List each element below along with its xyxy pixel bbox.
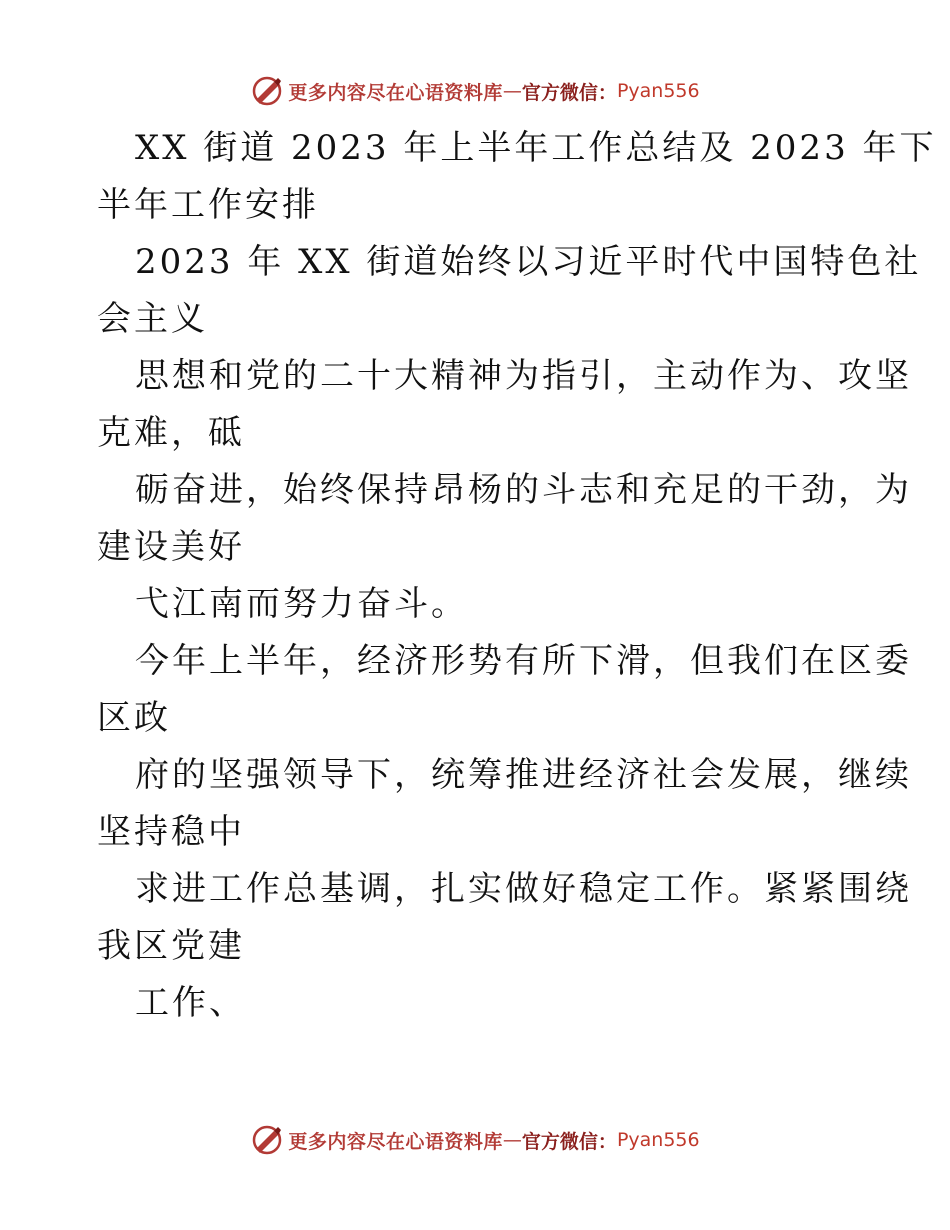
doc-text-line: 今年上半年，经济形势有所下滑，但我们在区委	[135, 641, 912, 681]
header-banner	[0, 71, 950, 111]
doc-text-line: 坚持稳中	[97, 812, 245, 852]
doc-text-line: 砺奋进，始终保持昂杨的斗志和充足的干劲，为	[135, 470, 912, 510]
pen-logo-icon	[250, 74, 284, 108]
doc-title-line-1: XX 街道 2023 年上半年工作总结及 2023 年下	[135, 128, 937, 168]
doc-text-line: 弋江南而努力奋斗。	[135, 584, 468, 624]
banner-wechat-label: 官方微信：	[521, 81, 617, 104]
doc-text-line: 府的坚强领导下，统筹推进经济社会发展，继续	[135, 755, 912, 795]
banner-lead-text: 更多内容尽在心语资料库	[288, 81, 503, 104]
doc-text-line: 工作、	[135, 983, 246, 1023]
banner-wechat-id: Pyan556	[616, 1129, 700, 1151]
doc-text-line: 求进工作总基调，扎实做好稳定工作。紧紧围绕	[135, 869, 912, 909]
doc-text-line: 克难，砥	[97, 413, 245, 453]
banner-wechat-label: 官方微信：	[521, 1130, 617, 1153]
doc-text-line: 建设美好	[97, 527, 245, 567]
banner-dash: —	[502, 80, 522, 102]
doc-text-line: 2023 年 XX 街道始终以习近平时代中国特色社	[135, 242, 922, 282]
doc-text-line: 会主义	[97, 299, 208, 339]
doc-text-line: 区政	[97, 698, 171, 738]
banner-wechat-id: Pyan556	[616, 80, 700, 102]
doc-text-line: 思想和党的二十大精神为指引，主动作为、攻坚	[135, 356, 912, 396]
doc-text-line: 我区党建	[97, 926, 245, 966]
document-body	[97, 120, 937, 1032]
footer-banner	[0, 1120, 950, 1160]
banner-lead-text: 更多内容尽在心语资料库	[288, 1130, 503, 1153]
doc-title-line-2: 半年工作安排	[97, 185, 319, 225]
banner-dash: —	[502, 1129, 522, 1151]
pen-logo-icon	[250, 1123, 284, 1157]
